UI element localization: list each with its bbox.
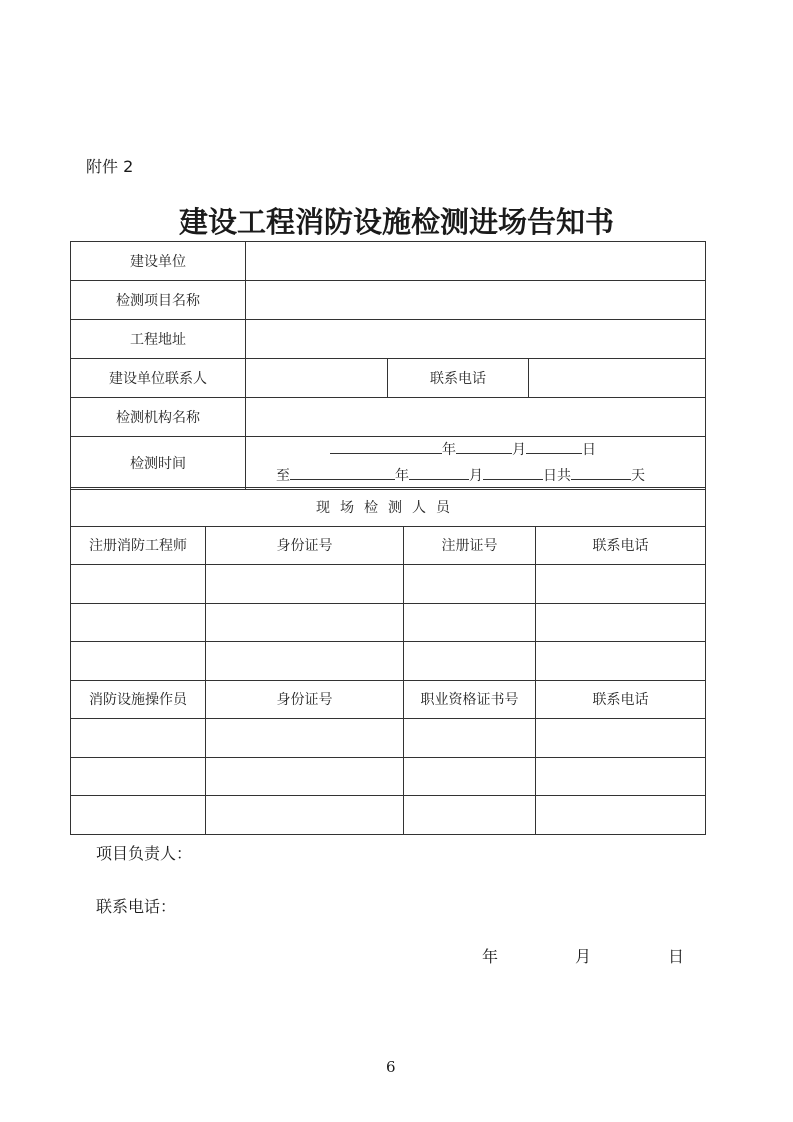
year-label: 年 (395, 468, 409, 484)
personnel-section-title: 现场检测人员 (71, 488, 706, 527)
header-contact-phone: 联系电话 (536, 526, 706, 565)
table-row (71, 603, 706, 642)
field-contact-phone[interactable] (529, 359, 706, 398)
table-cell[interactable] (536, 719, 706, 758)
table-header-row (71, 526, 706, 565)
info-table (70, 241, 706, 490)
header-contact-phone: 联系电话 (536, 680, 706, 719)
to-label: 至 (276, 468, 290, 484)
table-cell[interactable] (404, 642, 536, 681)
table-cell[interactable] (404, 796, 536, 835)
label-agency-name: 检测机构名称 (71, 398, 246, 437)
table-row (71, 642, 706, 681)
table-cell[interactable] (536, 565, 706, 604)
field-project-address[interactable] (246, 320, 706, 359)
table-cell[interactable] (536, 642, 706, 681)
table-cell[interactable] (71, 719, 206, 758)
table-cell[interactable] (71, 642, 206, 681)
table-cell[interactable] (404, 757, 536, 796)
attachment-label: 附件 2 (86, 157, 134, 176)
table-cell[interactable] (536, 603, 706, 642)
header-registration-number: 注册证号 (404, 526, 536, 565)
project-leader-label: 项目负责人： (96, 844, 193, 863)
table-row (71, 565, 706, 604)
contact-phone-label: 联系电话： (96, 897, 177, 916)
table-row (71, 437, 706, 490)
label-detection-time: 检测时间 (71, 437, 246, 490)
label-contact-person: 建设单位联系人 (71, 359, 246, 398)
page-number: 6 (386, 1058, 396, 1076)
table-row (71, 359, 706, 398)
total-days-blank[interactable] (571, 465, 631, 480)
footer-month-label: 月 (575, 947, 592, 966)
table-row (71, 320, 706, 359)
label-contact-phone: 联系电话 (388, 359, 529, 398)
table-cell[interactable] (536, 796, 706, 835)
days-label: 天 (631, 468, 645, 484)
table-cell[interactable] (206, 565, 404, 604)
field-contact-person[interactable] (246, 359, 388, 398)
table-cell[interactable] (404, 719, 536, 758)
field-agency-name[interactable] (246, 398, 706, 437)
field-construction-unit[interactable] (246, 242, 706, 281)
table-row (71, 719, 706, 758)
end-month-blank[interactable] (409, 465, 469, 480)
table-cell[interactable] (206, 642, 404, 681)
start-year-blank[interactable] (330, 439, 442, 454)
day-total-label: 日共 (543, 468, 571, 484)
field-project-name[interactable] (246, 281, 706, 320)
label-construction-unit: 建设单位 (71, 242, 246, 281)
table-cell[interactable] (206, 719, 404, 758)
month-label: 月 (469, 468, 483, 484)
label-project-address: 工程地址 (71, 320, 246, 359)
start-month-blank[interactable] (456, 439, 512, 454)
table-cell[interactable] (71, 796, 206, 835)
document-title: 建设工程消防设施检测进场告知书 (178, 205, 614, 239)
table-cell[interactable] (206, 796, 404, 835)
footer-day-label: 日 (668, 947, 685, 966)
table-cell[interactable] (206, 757, 404, 796)
table-row (71, 757, 706, 796)
table-row (71, 281, 706, 320)
table-cell[interactable] (206, 603, 404, 642)
table-cell[interactable] (404, 565, 536, 604)
personnel-table (70, 487, 706, 835)
table-cell[interactable] (404, 603, 536, 642)
header-engineer: 注册消防工程师 (71, 526, 206, 565)
day-label: 日 (582, 442, 596, 458)
table-header-row (71, 680, 706, 719)
label-project-name: 检测项目名称 (71, 281, 246, 320)
table-row (71, 796, 706, 835)
table-row (71, 242, 706, 281)
end-year-blank[interactable] (290, 465, 395, 480)
table-cell[interactable] (71, 565, 206, 604)
table-cell[interactable] (536, 757, 706, 796)
field-detection-time[interactable] (246, 437, 706, 490)
footer-year-label: 年 (482, 947, 499, 966)
end-day-blank[interactable] (483, 465, 543, 480)
start-day-blank[interactable] (526, 439, 582, 454)
table-cell[interactable] (71, 757, 206, 796)
month-label: 月 (512, 442, 526, 458)
header-qualification-number: 职业资格证书号 (404, 680, 536, 719)
table-row (71, 398, 706, 437)
header-id-number: 身份证号 (206, 680, 404, 719)
year-label: 年 (442, 442, 456, 458)
header-operator: 消防设施操作员 (71, 680, 206, 719)
table-cell[interactable] (71, 603, 206, 642)
table-row (71, 488, 706, 527)
header-id-number: 身份证号 (206, 526, 404, 565)
